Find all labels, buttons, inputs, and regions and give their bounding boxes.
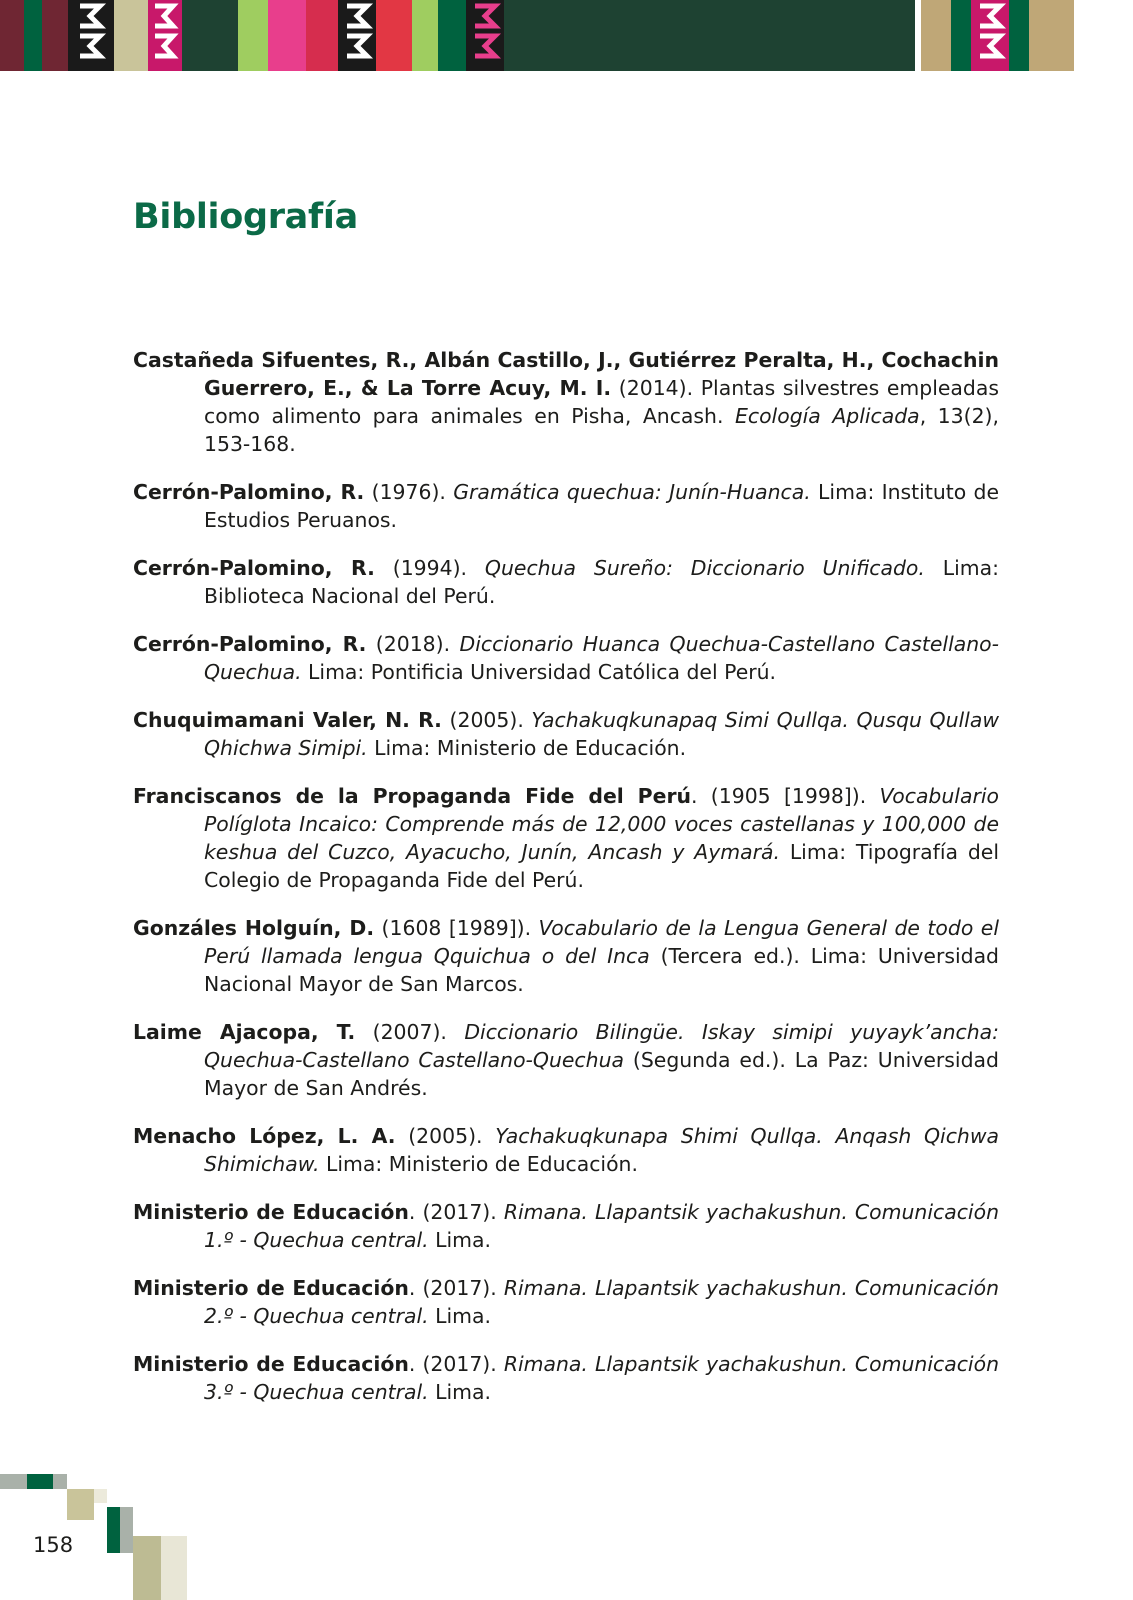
reference-authors: Cerrón-Palomino, R. <box>133 480 365 504</box>
reference-title: Rimana. Llapantsik yachakushun. Comunicación 1.º - Quechua central. <box>204 1200 999 1252</box>
band-stripe <box>0 0 24 71</box>
decor-square <box>27 1474 53 1489</box>
reference-title: Yachakuqkunapa Shimi Qullqa. Anqash Qichwa Shimichaw. <box>204 1124 999 1176</box>
band-stripe <box>438 0 466 71</box>
reference-text: (2005). <box>395 1124 496 1148</box>
reference-title: Yachakuqkunapaq Simi Qullqa. Qusqu Qullaw Qhichwa Simipi. <box>204 708 1000 760</box>
zigzag-knit-icon <box>338 0 376 71</box>
band-stripe <box>376 0 412 71</box>
decor-square <box>120 1507 133 1553</box>
reference-title: Diccionario Huanca Quechua-Castellano Castellano-Quechua. <box>204 632 999 684</box>
band-stripe <box>68 0 114 71</box>
reference-text: . (2017). <box>408 1352 504 1376</box>
reference-text: . (2017). <box>408 1276 504 1300</box>
list-item <box>133 1018 999 1102</box>
list-item <box>133 914 999 998</box>
band-stripe <box>24 0 42 71</box>
decor-square <box>161 1536 187 1600</box>
band-stripe <box>466 0 504 71</box>
zigzag-knit-icon <box>971 0 1009 71</box>
reference-title: Diccionario Bilingüe. Iskay simipi yuyayk’ancha: Quechua-Castellano Castellano-Quechua <box>204 1020 1000 1072</box>
reference-authors: Gonzáles Holguín, D. <box>133 916 375 940</box>
band-stripe <box>148 0 182 71</box>
reference-text: Lima: Tipografía del Colegio de Propaganda Fide del Perú. <box>204 840 999 892</box>
list-item <box>133 554 999 610</box>
reference-text: Lima. <box>428 1304 491 1328</box>
list-item <box>133 478 999 534</box>
reference-text: Lima: Instituto de Estudios Peruanos. <box>204 480 1000 532</box>
decor-square <box>53 1474 67 1489</box>
bibliography-list <box>133 346 999 1426</box>
reference-authors: Ministerio de Educación <box>133 1352 409 1376</box>
decor-square <box>0 1474 27 1489</box>
zigzag-knit-icon <box>466 0 504 71</box>
decor-square <box>107 1507 120 1553</box>
list-item <box>133 1198 999 1254</box>
reference-text: Lima. <box>428 1228 491 1252</box>
band-stripe <box>182 0 238 71</box>
header-woven-band <box>0 0 1133 71</box>
page-title: Bibliografía <box>133 197 358 237</box>
band-stripe <box>504 0 915 71</box>
reference-authors: Cerrón-Palomino, R. <box>133 556 375 580</box>
band-stripe <box>951 0 971 71</box>
reference-authors: Franciscanos de la Propaganda Fide del Perú <box>133 784 692 808</box>
reference-authors: Laime Ajacopa, T. <box>133 1020 356 1044</box>
reference-authors: Chuquimamani Valer, N. R. <box>133 708 442 732</box>
page-number: 158 <box>33 1533 74 1557</box>
reference-title: Gramática quechua: Junín-Huanca. <box>453 480 811 504</box>
reference-title: Ecología Aplicada <box>734 404 920 428</box>
reference-text: (Tercera ed.). Lima: Universidad Nacional Mayor de San Marcos. <box>204 944 1000 996</box>
band-stripe <box>114 0 148 71</box>
band-stripe <box>306 0 338 71</box>
list-item <box>133 782 999 894</box>
reference-text: (1994). <box>374 556 485 580</box>
reference-title: Quechua Sureño: Diccionario Unificado. <box>484 556 925 580</box>
band-stripe <box>412 0 438 71</box>
list-item <box>133 630 999 686</box>
list-item <box>133 1274 999 1330</box>
reference-title: Rimana. Llapantsik yachakushun. Comunicación 2.º - Quechua central. <box>204 1276 999 1328</box>
band-stripe <box>1029 0 1074 71</box>
list-item <box>133 346 999 458</box>
decor-square <box>67 1489 94 1520</box>
reference-text: Lima. <box>428 1380 491 1404</box>
reference-text: Lima: Ministerio de Educación. <box>367 736 687 760</box>
reference-text: Lima: Ministerio de Educación. <box>319 1152 638 1176</box>
reference-text: Lima: Biblioteca Nacional del Perú. <box>204 556 999 608</box>
band-stripe <box>921 0 951 71</box>
reference-title: Vocabulario Políglota Incaico: Comprende más de 12,000 voces castellanas y 100,000 de keshua del Cuzco, Ayacucho, Junín, Ancash y Aymará. <box>204 784 999 864</box>
reference-text: . (1905 [1998]). <box>691 784 880 808</box>
list-item <box>133 706 999 762</box>
zigzag-knit-icon <box>148 0 182 71</box>
reference-title: Rimana. Llapantsik yachakushun. Comunicación 3.º - Quechua central. <box>204 1352 999 1404</box>
reference-text: (1608 [1989]). <box>374 916 539 940</box>
reference-text: (1976). <box>364 480 454 504</box>
decor-square <box>94 1489 107 1503</box>
reference-text: (2018). <box>366 632 460 656</box>
list-item <box>133 1122 999 1178</box>
reference-authors: Menacho López, L. A. <box>133 1124 396 1148</box>
band-stripe <box>268 0 306 71</box>
band-stripe <box>971 0 1009 71</box>
reference-text: (2014). Plantas silvestres empleadas como alimento para animales en Pisha, Ancash. <box>204 376 999 428</box>
decor-square <box>133 1536 161 1600</box>
reference-text: (2007). <box>355 1020 465 1044</box>
list-item <box>133 1350 999 1406</box>
reference-authors: Ministerio de Educación <box>133 1276 409 1300</box>
reference-title: Vocabulario de la Lengua General de todo el Perú llamada lengua Qquichua o del Inca <box>204 916 999 968</box>
reference-text: . (2017). <box>408 1200 504 1224</box>
band-stripe <box>42 0 68 71</box>
reference-text: Lima: Pontificia Universidad Católica del Perú. <box>301 660 777 684</box>
reference-authors: Ministerio de Educación <box>133 1200 409 1224</box>
zigzag-knit-icon <box>68 0 114 71</box>
reference-text: (2005). <box>441 708 532 732</box>
reference-authors: Castañeda Sifuentes, R., Albán Castillo, J., Gutiérrez Peralta, H., Cochachin Guerrero, E., & La Torre Acuy, M. I. <box>133 348 999 400</box>
band-stripe <box>338 0 376 71</box>
reference-text: (Segunda ed.). La Paz: Universidad Mayor de San Andrés. <box>204 1048 999 1100</box>
reference-authors: Cerrón-Palomino, R. <box>133 632 367 656</box>
band-stripe <box>1009 0 1029 71</box>
reference-text: , 13(2), 153-168. <box>204 404 999 456</box>
band-stripe <box>238 0 268 71</box>
